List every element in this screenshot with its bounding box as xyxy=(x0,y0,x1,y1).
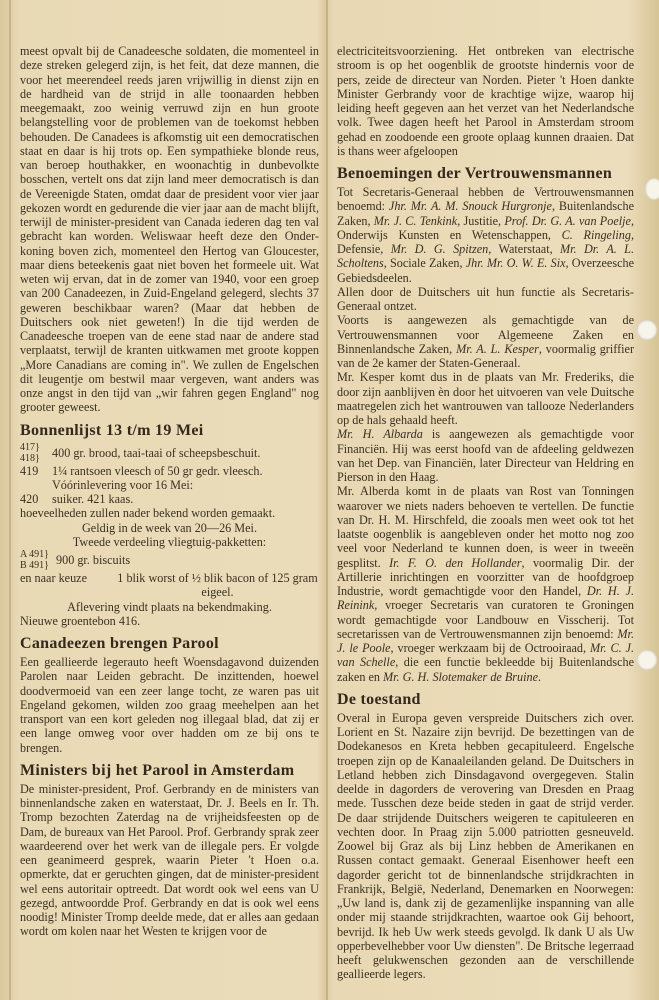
text-segment: , vroeger werkzaam bij de Octrooiraad, xyxy=(390,641,590,655)
benoemingen-paragraph xyxy=(337,313,634,370)
article-toestand xyxy=(337,711,634,982)
text-segment: , Sociale Zaken, xyxy=(383,256,466,271)
coupon-number: 417} 418} xyxy=(20,441,40,464)
text-segment: electriciteitsvoorziening. Het ontbreken van electrische stroom is op het oogenblik de grootste hindernis voor de pers, zeide de directeur van Norden. Pieter 't Hoen dankte Minister Gerbrandy voor de krachtige wijze, waarop hij leiding heeft gegeven aan het verzet van het Nederlandsche volk. Twee dagen heeft het Parool in Amsterdam stroom gehad en zoodoende een groote oplaag kunnen draaien. Dat is thans weer afgeloopen xyxy=(337,44,634,158)
text-segment: meest opvalt bij de Canadeesche soldaten, die momenteel in deze streken gelegerd zijn, is het feit, dat deze mannen, die voor het meerendeel reeds jaren vrijwillig in dienst zijn en de hardheid van de strijd in alle toonaarden hebben meegemaakt, zoo weinig verruwd zijn en hun groote belangstelling voor de problemen van de toekomst hebben behouden. De Canadees is afkomstig uit een democratischen staat en daar is hij trots op. Een sympathieke blonde reus, van beroep houthakker, en woonachtig in dunbevolkte bosschen, vertelt ons dat zijn land meer democratisch is dan de Vereenigde Staten, omdat daar de president voor vier jaar gekozen wordt en gedurende die vier jaar aan de macht blijft, terwijl de minister-president van Canada iederen dag ten val gebracht kan worden. Weliswaar heeft deze den Onder-koning boven zich, momenteel den Hertog van Gloucester, maar diens beteekenis gaat niet boven het formeele uit. Wat weten wij ervan, dat in de zomer van 1940, voor een groep van 200 Canadeezen, in Zuid-Engeland gelegerd, slechts 37 geweren beschikbaar waren? (Maar dat hebben de Duitschers ook niet geweten!) In die tijd werden de Canadeesche troepen van de eene stad naar de andere stad verplaatst, terwijl de kranten uitkwamen met groote koppen „More Canadians are coming in". We zullen de Engelschen dit leugentje om bestwil maar vergeven, want anders was onze angst in den tijd van „wir fahren gegen England" nog grooter geweest. xyxy=(20,44,319,415)
person-name: C. Ringeling xyxy=(561,227,631,242)
benoemingen-paragraph xyxy=(337,427,634,484)
right-column xyxy=(337,44,634,982)
ration-note: Tweede verdeeling vliegtuig-pakketten: xyxy=(72,534,267,549)
article-canadeezen-parool xyxy=(20,655,319,755)
article-canadeezen-continued xyxy=(20,44,319,415)
person-name: Mr. D. G. Spitzen xyxy=(390,242,489,256)
ration-note: Vóórinlevering voor 16 Mei: xyxy=(52,477,194,492)
text-segment: , Justitie, xyxy=(457,213,505,228)
heading-toestand: De toestand xyxy=(337,690,421,708)
text-segment: is aangewezen als gemachtigde voor Financiën. Hij was eerst hoofd van de afdeeling geldwezen van het Dep. van Financiën, later Directeur van Heldring en Pierson in den Haag. xyxy=(337,427,635,484)
benoemingen-paragraph xyxy=(337,370,634,427)
heading-canadeezen-parool: Canadeezen brengen Parool xyxy=(20,635,219,652)
text-segment: . xyxy=(538,669,542,684)
person-name: Prof. Dr. G. A. van Poelje xyxy=(504,213,631,228)
ration-note: Nieuwe groentebon 416. xyxy=(20,613,141,628)
benoemingen-paragraph xyxy=(337,484,634,684)
text-segment: , die een functie bekleedde bij Buitenlandsche zaken en xyxy=(337,655,634,684)
article-ministers-continued xyxy=(337,44,634,158)
text-segment: , Overzeesche Gebiedsdeelen. xyxy=(337,256,635,285)
fold-line xyxy=(9,0,11,1000)
text-segment: , vroeger Secretaris van curatoren te Groningen wordt gemachtigde voor Landbouw en Visscherij. Tot secretarissen van de Vertrouwensmannen zijn benoemd: xyxy=(337,598,634,641)
person-name: Mr. G. H. Slotemaker de Bruine xyxy=(383,669,539,684)
ration-label: en naar keuze xyxy=(20,571,87,585)
ration-list xyxy=(20,442,319,629)
punch-hole xyxy=(645,178,659,200)
fold-line xyxy=(326,0,328,1000)
person-name: Mr. A. L. Kesper xyxy=(456,341,539,356)
ration-note: hoeveelheden zullen nader bekend worden gemaakt. xyxy=(20,506,276,521)
text-segment: Allen door de Duitschers uit hun functie als Secretaris-Generaal ontzet. xyxy=(337,284,634,313)
coupon-number: A 491} B 491} xyxy=(20,549,49,571)
text-segment: , voormalig griffier van de 2e kamer der Staten-Generaal. xyxy=(337,341,635,370)
benoemingen-paragraph xyxy=(337,185,634,285)
text-segment: , Defensie, xyxy=(337,227,634,256)
person-name: Mr. J. le Poole xyxy=(337,626,634,655)
coupon-text: 400 gr. brood, taai-taai of scheepsbeschuit. xyxy=(52,445,261,460)
punch-hole xyxy=(637,650,657,670)
text-segment: Tot Secretaris-Generaal hebben de Vertrouwensmannen benoemd: xyxy=(337,185,634,214)
person-name: Mr. Dr. A. L. Scholtens xyxy=(337,242,634,271)
text-segment: , Onderwijs Kunsten en Wetenschappen, xyxy=(337,213,634,242)
ration-note: Aflevering vindt plaats na bekendmaking. xyxy=(67,599,272,614)
text-segment: , voormalig Dir. der Artillerie inrichtingen en voorzitter van de hoofdgroep Industrie, wordt gemachtigde voor den Handel, xyxy=(337,555,634,598)
text-segment: , Waterstaat, xyxy=(488,242,560,256)
punch-hole xyxy=(637,320,657,340)
text-segment: Een geallieerde legerauto heeft Woensdagavond duizenden Parolen naar Leiden gebracht. De inzittenden, hoewel doodvermoeid van een zeer lange tocht, ze waren pas uit Engeland gekomen, wilden zoo graag meehelpen aan het transport van een kort geleden nog illegaal blad, dat zij er een lange omweg voor over hadden om ze bij ons te brengen. xyxy=(20,655,319,755)
coupon-text: 900 gr. biscuits xyxy=(56,553,131,567)
person-name: Mr. H. Albarda xyxy=(337,427,423,442)
left-column xyxy=(20,44,319,939)
text-segment: Mr. Alberda komt in de plaats van Rost van Tonningen waarover we niets naders behoeven te vertellen. De functie van Dr. H. M. Hirschfeld, die zooals men weet ook tot het laatste oogenblik is aangebleven onder het motto nog zoo veel voor Nederland te kunnen doen, is weer in tweeën gesplitst. xyxy=(337,484,634,570)
person-name: Ir. F. O. den Hollander xyxy=(389,555,522,570)
text-segment: De minister-president, Prof. Gerbrandy en de ministers van binnenlandsche zaken en waterstaat, Dr. J. Beels en Ir. Th. Tromp bezochten Zaterdag na de vrijheidsfeesten op de Dam, de bureaux van Het Parool. Prof. Gerbrandy sprak zeer waardeerend over het werk van de illegale pers. Er volgde een geanimeerd gesprek, waarin Pieter 't Hoen o.a. opmerkte, dat er geruchten gingen, dat de minister-president wel eens autoritair optreedt. Dat wordt ook wel eens van U gezegd, antwoordde Prof. Gerbrandy en dat is ook wel eens noodig! Minister Tromp deelde mede, dat er alles aan gedaan wordt om kolen naar het Westen te krijgen voor de xyxy=(20,781,319,939)
benoemingen-paragraph xyxy=(337,285,634,314)
person-name: Mr. J. C. Tenkink xyxy=(373,213,458,228)
coupon-number: 419 xyxy=(20,463,39,478)
heading-ministers: Ministers bij het Parool in Amsterdam xyxy=(20,761,295,779)
coupon-number: 420 xyxy=(20,492,39,506)
coupon-text: 1¼ rantsoen vleesch of 50 gr gedr. vleesch. xyxy=(52,463,263,478)
coupon-text: 1 blik worst of ½ blik bacon of 125 gram eigeel. xyxy=(117,571,318,600)
person-name: Jhr. Mr. A. M. Snouck Hurgronje xyxy=(388,199,552,214)
text-segment: Voorts is aangewezen als gemachtigde van de Vertrouwensmannen voor Algemeene Zaken en Binnenlandsche Zaken, xyxy=(337,313,634,356)
coupon-text: suiker. 421 kaas. xyxy=(52,492,134,506)
ration-note: Geldig in de week van 20—26 Mei. xyxy=(82,520,257,535)
heading-benoemingen: Benoemingen der Vertrouwensmannen xyxy=(337,165,613,182)
article-ministers xyxy=(20,782,319,939)
text-segment: Overal in Europa geven verspreide Duitschers zich over. Lorient en St. Nazaire zijn bevrijd. De bezettingen van de Dodekanesos en Kreta hebben gecapituleerd. Engelsche troepen zijn op de Kanaaleilanden geland. De Duitschers in Letland hebben zich Dinsdagavond overgegeven. Stalin deelde in dagorders de verovering van Dresden en Praag mede. Tusschen deze beide steden in gaat de strijd verder. De daar strijdende Duitschers weigeren te capituleeren en vechten door. In Praag zijn 5.000 patriotten gesneuveld. Zoowel bij Graz als bij Linz hebben de Amerikanen en Russen contact gemaakt. Generaal Eisenhower heeft een dagorder gericht tot de binnenlandsche strijdkrachten in Frankrijk, België, Nederland, Denemarken en Noorwegen: „Uw land is, dank zij de gezamenlijke inspanning van alle onder mij staande strijdkrachten, waartoe ook Gij behoort, bevrijd. Ik heb Uw werk steeds gevolgd. Ik dank U als Uw opperbevelhebber voor Uw diensten". De Britsche legerraad heeft gelukwenschen gezonden aan de verschillende geallieerde legers. xyxy=(337,710,634,982)
person-name: Mr. C. J. van Schelle xyxy=(337,641,635,670)
text-segment: , Buitenlandsche Zaken, xyxy=(337,199,635,228)
text-segment: Mr. Kesper komt dus in de plaats van Mr. Frederiks, die door zijn aanblijven èn door het uitvoeren van vele Duitsche maatregelen zich het wantrouwen van tallooze Nederlanders op de hals gehaald heeft. xyxy=(337,370,634,427)
heading-bonnenlijst: Bonnenlijst 13 t/m 19 Mei xyxy=(20,421,204,439)
person-name: Dr. H. J. Reinink xyxy=(337,584,635,613)
person-name: Jhr. Mr. O. W. E. Six xyxy=(465,256,566,271)
